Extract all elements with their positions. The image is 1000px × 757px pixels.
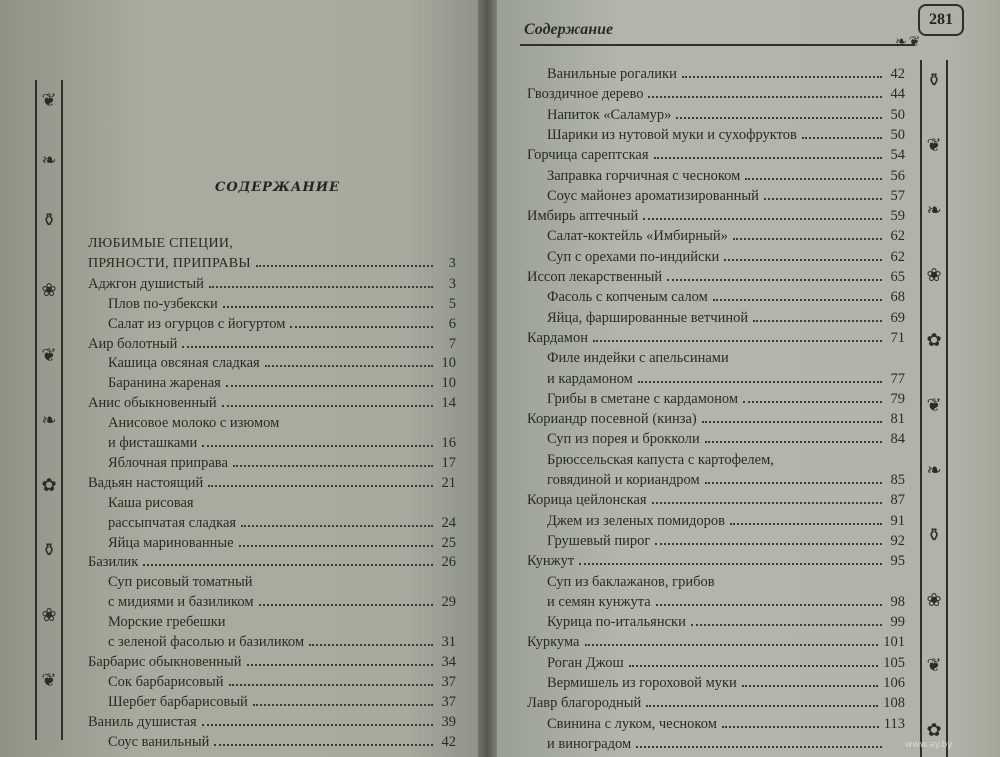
toc-subentry bbox=[88, 296, 456, 313]
entry-title: Соус майонез ароматизированный bbox=[547, 187, 759, 204]
entry-title: Напиток «Саламур» bbox=[547, 106, 672, 123]
entry-page-number: 10 bbox=[441, 375, 456, 392]
dot-leader bbox=[253, 704, 433, 706]
toc-subentry bbox=[527, 675, 905, 692]
toc-subentry bbox=[527, 371, 905, 388]
toc-subentry bbox=[88, 674, 456, 691]
entry-page-number: 71 bbox=[890, 329, 905, 346]
entry-title: Баранина жареная bbox=[108, 375, 221, 392]
toc-subentry bbox=[527, 310, 905, 327]
dot-leader bbox=[290, 326, 433, 328]
entry-title: Суп из порея и брокколи bbox=[547, 431, 700, 448]
toc-entry bbox=[88, 475, 456, 492]
entry-title: Кардамон bbox=[527, 329, 588, 346]
entry-page-number: 81 bbox=[890, 411, 905, 428]
entry-page-number: 26 bbox=[441, 554, 456, 571]
entry-page-number: 99 bbox=[890, 614, 905, 631]
entry-page-number: 3 bbox=[448, 275, 456, 292]
toc-entry bbox=[88, 276, 456, 293]
entry-page-number: 17 bbox=[441, 454, 456, 471]
swirl-icon: ❦ bbox=[926, 655, 942, 676]
leaf-icon: ❧ bbox=[41, 150, 57, 171]
toc-subentry bbox=[527, 350, 905, 367]
entry-title: Лавр благородный bbox=[527, 695, 642, 712]
toc-entry bbox=[527, 147, 905, 164]
dot-leader bbox=[643, 218, 882, 220]
dot-leader bbox=[585, 644, 879, 646]
dot-leader bbox=[629, 665, 879, 667]
toc-subentry bbox=[88, 574, 456, 591]
toc-subentry bbox=[88, 694, 456, 711]
toc-subentry bbox=[88, 455, 456, 472]
entry-title: Суп из баклажанов, грибов bbox=[547, 573, 715, 590]
entry-page-number: 62 bbox=[890, 248, 905, 265]
dot-leader bbox=[702, 421, 882, 423]
toc-subentry bbox=[88, 415, 456, 432]
dot-leader bbox=[682, 76, 882, 78]
entry-page-number: 14 bbox=[441, 395, 456, 412]
entry-title: с зеленой фасолью и базиликом bbox=[108, 634, 305, 650]
toc-subentry bbox=[527, 228, 905, 245]
entry-page-number: 6 bbox=[448, 315, 456, 332]
entry-title: Анис обыкновенный bbox=[88, 395, 217, 412]
entry-title: Грибы в сметане с кардамоном bbox=[547, 390, 739, 407]
toc-subentry bbox=[527, 249, 905, 266]
spoon-icon: ✿ bbox=[926, 330, 942, 351]
entry-title: Барбарис обыкновенный bbox=[88, 653, 242, 670]
entry-title: Сок барбарисовый bbox=[108, 673, 224, 690]
toc-subentry bbox=[527, 574, 905, 591]
header-rule bbox=[520, 44, 915, 46]
book-gutter bbox=[478, 0, 497, 757]
entry-title: Джем из зеленых помидоров bbox=[547, 512, 725, 529]
right-ornamental-border bbox=[917, 60, 951, 757]
swirl-icon: ❦ bbox=[41, 345, 57, 366]
dot-leader bbox=[646, 705, 878, 707]
dot-leader bbox=[705, 441, 882, 443]
dot-leader bbox=[638, 381, 882, 383]
dot-leader bbox=[636, 746, 882, 748]
entry-title: Базилик bbox=[88, 554, 139, 571]
toc-subentry bbox=[527, 594, 905, 611]
entry-page-number: 69 bbox=[890, 309, 905, 326]
entry-title: Ванильные рогалики bbox=[547, 66, 677, 82]
entry-title: Суп с орехами по-индийски bbox=[547, 248, 720, 265]
dot-leader bbox=[226, 385, 433, 387]
swirl-icon: ❦ bbox=[41, 670, 57, 691]
dot-leader bbox=[733, 238, 882, 240]
entry-title: Салат-коктейль «Имбирный» bbox=[547, 228, 728, 245]
dot-leader bbox=[256, 265, 433, 267]
entry-title: Роган Джош bbox=[547, 654, 624, 671]
toc-subentry bbox=[88, 594, 456, 611]
toc-entry bbox=[88, 554, 456, 571]
entry-title: Суп рисовый томатный bbox=[108, 574, 253, 591]
toc-subentry bbox=[527, 188, 905, 205]
entry-page-number: 31 bbox=[441, 634, 456, 650]
dot-leader bbox=[309, 644, 433, 646]
dot-leader bbox=[259, 604, 433, 606]
spice-jar-icon: ⚱ bbox=[926, 525, 942, 546]
dot-leader bbox=[724, 259, 882, 261]
entry-title: Куркума bbox=[527, 634, 580, 651]
leaf-icon: ❧ bbox=[41, 410, 57, 431]
entry-title: и виноградом bbox=[547, 735, 632, 752]
dot-leader bbox=[202, 445, 433, 447]
toc-subentry bbox=[527, 289, 905, 306]
toc-subentry bbox=[527, 655, 905, 672]
entry-title: говядиной и кориандром bbox=[547, 472, 700, 488]
toc-heading: СОДЕРЖАНИЕ bbox=[215, 180, 341, 195]
entry-title: рассыпчатая сладкая bbox=[108, 514, 237, 531]
entry-page-number: 10 bbox=[441, 355, 456, 372]
entry-page-number: 91 bbox=[890, 512, 905, 529]
entry-page-number: 50 bbox=[890, 126, 905, 143]
dot-leader bbox=[593, 340, 882, 342]
entry-title: Яйца маринованные bbox=[108, 534, 234, 551]
dot-leader bbox=[722, 726, 879, 728]
entry-page-number: 95 bbox=[890, 553, 905, 570]
dot-leader bbox=[764, 198, 882, 200]
entry-page-number: 65 bbox=[890, 269, 905, 285]
toc-entry bbox=[527, 208, 905, 225]
toc-entry bbox=[527, 269, 905, 286]
entry-title: Аджгон душистый bbox=[88, 275, 204, 292]
dot-leader bbox=[223, 306, 433, 308]
entry-title: и семян кунжута bbox=[547, 593, 651, 610]
entry-page-number: 34 bbox=[441, 653, 456, 670]
entry-title: Каша рисовая bbox=[108, 494, 194, 511]
toc-subentry bbox=[527, 391, 905, 408]
leaf-icon: ❧ bbox=[926, 460, 942, 481]
spice-jar-icon: ⚱ bbox=[926, 70, 942, 91]
toc-subentry bbox=[88, 435, 456, 452]
entry-title: Иссоп лекарственный bbox=[527, 269, 663, 285]
entry-title: Кунжут bbox=[527, 553, 575, 570]
entry-page-number: 3 bbox=[448, 255, 456, 271]
entry-page-number: 24 bbox=[441, 514, 456, 531]
toc-subentry bbox=[88, 355, 456, 372]
entry-page-number: 92 bbox=[890, 532, 905, 549]
entry-page-number: 44 bbox=[890, 86, 905, 103]
entry-title: Морские гребешки bbox=[108, 614, 226, 631]
dot-leader bbox=[745, 178, 882, 180]
dot-leader bbox=[209, 286, 433, 288]
dot-leader bbox=[229, 684, 433, 686]
entry-page-number: 16 bbox=[441, 435, 456, 451]
entry-page-number: 106 bbox=[883, 675, 905, 691]
entry-page-number: 21 bbox=[441, 474, 456, 491]
entry-title: Фасоль с копченым салом bbox=[547, 289, 708, 306]
toc-entry bbox=[88, 336, 456, 353]
entry-title: Корица цейлонская bbox=[527, 492, 647, 509]
entry-title: Шарики из нутовой муки и сухофруктов bbox=[547, 126, 797, 143]
entry-title: Соус ванильный bbox=[108, 733, 210, 750]
entry-page-number: 54 bbox=[890, 147, 905, 164]
entry-title: Яблочная приправа bbox=[108, 454, 228, 471]
dot-leader bbox=[652, 502, 882, 504]
entry-title: Салат из огурцов с йогуртом bbox=[108, 315, 286, 332]
dot-leader bbox=[753, 320, 882, 322]
entry-title: с мидиями и базиликом bbox=[108, 594, 254, 611]
toc-entry bbox=[88, 236, 456, 252]
toc-subentry bbox=[527, 533, 905, 550]
toc-entry bbox=[527, 330, 905, 347]
toc-subentry bbox=[527, 168, 905, 185]
entry-title: Филе индейки с апельсинами bbox=[547, 350, 729, 367]
toc-subentry bbox=[88, 495, 456, 512]
entry-page-number: 39 bbox=[441, 713, 456, 730]
dot-leader bbox=[676, 117, 882, 119]
left-page bbox=[0, 0, 478, 757]
pepper-icon: ❀ bbox=[926, 590, 942, 611]
dot-leader bbox=[705, 482, 882, 484]
spoon-icon: ✿ bbox=[926, 720, 942, 741]
spoon-icon: ✿ bbox=[41, 475, 57, 496]
entry-page-number: 101 bbox=[883, 634, 905, 651]
entry-title: ПРЯНОСТИ, ПРИПРАВЫ bbox=[88, 255, 251, 271]
entry-page-number: 57 bbox=[890, 187, 905, 204]
entry-title: и фисташками bbox=[108, 435, 198, 451]
running-header: Содержание bbox=[524, 21, 614, 38]
dot-leader bbox=[222, 405, 433, 407]
entry-page-number: 7 bbox=[448, 335, 456, 352]
toc-subentry bbox=[88, 614, 456, 631]
swirl-icon: ❦ bbox=[41, 90, 57, 111]
entry-page-number: 62 bbox=[890, 228, 905, 245]
entry-title: Грушевый пирог bbox=[547, 532, 651, 549]
toc-subentry bbox=[88, 734, 456, 751]
toc-entry bbox=[527, 492, 905, 509]
dot-leader bbox=[654, 157, 883, 159]
entry-page-number: 42 bbox=[890, 66, 905, 82]
spice-jar-icon: ⚱ bbox=[41, 540, 57, 561]
toc-entry bbox=[527, 411, 905, 428]
entry-title: Яйца, фаршированные ветчиной bbox=[547, 309, 749, 326]
dot-leader bbox=[265, 365, 433, 367]
dot-leader bbox=[202, 724, 433, 726]
toc-subentry bbox=[527, 431, 905, 448]
dot-leader bbox=[742, 685, 878, 687]
entry-title: ЛЮБИМЫЕ СПЕЦИИ, bbox=[88, 236, 234, 251]
toc-subentry bbox=[527, 107, 905, 124]
spice-jar-icon: ⚱ bbox=[41, 210, 57, 231]
dot-leader bbox=[214, 744, 433, 746]
toc-subentry bbox=[88, 634, 456, 651]
entry-page-number: 68 bbox=[890, 289, 905, 306]
corner-ornament-icon: ❧❦ bbox=[895, 34, 923, 50]
dot-leader bbox=[247, 664, 433, 666]
toc-entry bbox=[88, 256, 456, 272]
dot-leader bbox=[667, 279, 882, 281]
entry-page-number: 105 bbox=[883, 654, 905, 671]
entry-title: и кардамоном bbox=[547, 370, 633, 387]
entry-title: Плов по-узбекски bbox=[108, 295, 218, 312]
entry-title: Аир болотный bbox=[88, 335, 178, 352]
dot-leader bbox=[743, 401, 882, 403]
toc-subentry bbox=[527, 614, 905, 631]
dot-leader bbox=[233, 465, 433, 467]
entry-title: Ваниль душистая bbox=[88, 713, 197, 730]
dot-leader bbox=[239, 545, 433, 547]
watermark: www.ay.by bbox=[905, 740, 953, 750]
entry-page-number: 29 bbox=[441, 594, 456, 611]
toc-subentry bbox=[527, 472, 905, 489]
entry-page-number: 87 bbox=[890, 492, 905, 509]
toc-subentry bbox=[527, 736, 905, 753]
pepper-icon: ❀ bbox=[41, 280, 57, 301]
swirl-icon: ❦ bbox=[926, 395, 942, 416]
entry-title: Анисовое молоко с изюмом bbox=[108, 415, 280, 432]
entry-page-number: 37 bbox=[441, 693, 456, 710]
entry-title: Кашица овсяная сладкая bbox=[108, 355, 260, 372]
dot-leader bbox=[143, 564, 433, 566]
swirl-icon: ❦ bbox=[926, 135, 942, 156]
entry-page-number: 108 bbox=[883, 695, 905, 712]
toc-subentry bbox=[527, 716, 905, 733]
entry-page-number: 37 bbox=[441, 673, 456, 690]
leaf-icon: ❧ bbox=[926, 200, 942, 221]
entry-page-number: 56 bbox=[890, 167, 905, 184]
entry-title: Шербет барбарисовый bbox=[108, 693, 248, 710]
toc-subentry bbox=[527, 127, 905, 144]
entry-page-number: 84 bbox=[890, 431, 905, 448]
entry-title: Курица по-итальянски bbox=[547, 614, 686, 631]
page-number: 281 bbox=[918, 4, 964, 36]
dot-leader bbox=[182, 346, 433, 348]
toc-entry bbox=[527, 553, 905, 570]
left-ornamental-border bbox=[32, 80, 66, 740]
entry-title: Заправка горчичная с чесноком bbox=[547, 167, 741, 184]
entry-title: Имбирь аптечный bbox=[527, 208, 639, 225]
toc-entry bbox=[88, 714, 456, 731]
toc-subentry bbox=[88, 316, 456, 333]
entry-page-number: 50 bbox=[890, 106, 905, 123]
dot-leader bbox=[579, 563, 882, 565]
dot-leader bbox=[691, 624, 882, 626]
toc-entry bbox=[527, 86, 905, 103]
dot-leader bbox=[648, 96, 882, 98]
entry-title: Вермишель из гороховой муки bbox=[547, 675, 737, 691]
entry-page-number: 59 bbox=[890, 208, 905, 225]
toc-subentry bbox=[527, 66, 905, 83]
toc-entry bbox=[527, 634, 905, 651]
entry-page-number: 85 bbox=[890, 472, 905, 488]
dot-leader bbox=[713, 299, 882, 301]
dot-leader bbox=[730, 523, 882, 525]
dot-leader bbox=[802, 137, 882, 139]
toc-entry bbox=[88, 654, 456, 671]
toc-entry bbox=[88, 395, 456, 412]
entry-title: Гвоздичное дерево bbox=[527, 86, 644, 103]
entry-page-number: 25 bbox=[441, 534, 456, 551]
entry-title: Брюссельская капуста с картофелем, bbox=[547, 451, 774, 468]
dot-leader bbox=[241, 525, 433, 527]
entry-title: Кориандр посевной (кинза) bbox=[527, 411, 697, 428]
toc-subentry bbox=[88, 375, 456, 392]
pepper-icon: ❀ bbox=[926, 265, 942, 286]
dot-leader bbox=[208, 485, 433, 487]
dot-leader bbox=[655, 543, 882, 545]
entry-title: Вадьян настоящий bbox=[88, 474, 204, 491]
entry-title: Свинина с луком, чесноком bbox=[547, 715, 717, 732]
entry-page-number: 79 bbox=[890, 390, 905, 407]
toc-entry bbox=[527, 695, 905, 712]
entry-page-number: 42 bbox=[441, 733, 456, 750]
pepper-icon: ❀ bbox=[41, 605, 57, 626]
entry-page-number: 98 bbox=[890, 593, 905, 610]
toc-subentry bbox=[88, 535, 456, 552]
toc-subentry bbox=[527, 513, 905, 530]
entry-page-number: 5 bbox=[448, 295, 456, 312]
toc-subentry bbox=[527, 452, 905, 469]
dot-leader bbox=[656, 604, 882, 606]
entry-page-number: 77 bbox=[890, 370, 905, 387]
toc-subentry bbox=[88, 515, 456, 532]
entry-page-number: 113 bbox=[883, 715, 905, 732]
entry-title: Горчица сарептская bbox=[527, 147, 649, 164]
